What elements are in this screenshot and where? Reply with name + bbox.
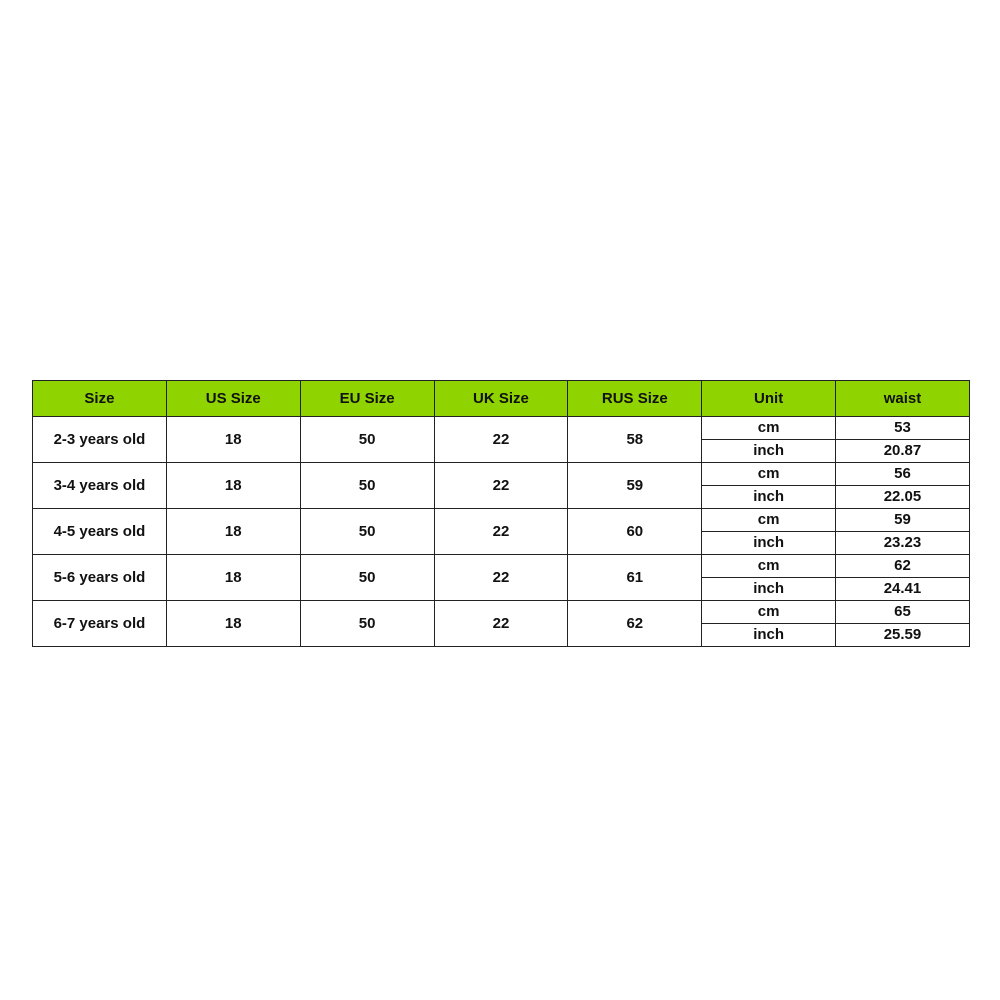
cell-unit: cm xyxy=(702,463,836,486)
cell-unit: cm xyxy=(702,555,836,578)
table-row xyxy=(33,417,970,440)
table-row xyxy=(33,601,970,624)
cell-waist: 24.41 xyxy=(836,578,970,601)
cell-eu-size: 50 xyxy=(300,555,434,601)
cell-waist: 23.23 xyxy=(836,532,970,555)
table-row xyxy=(33,509,970,532)
cell-eu-size: 50 xyxy=(300,601,434,647)
header-unit: Unit xyxy=(702,381,836,417)
header-eu-size: EU Size xyxy=(300,381,434,417)
cell-us-size: 18 xyxy=(166,601,300,647)
cell-unit: inch xyxy=(702,624,836,647)
cell-waist: 22.05 xyxy=(836,486,970,509)
cell-waist: 53 xyxy=(836,417,970,440)
cell-unit: inch xyxy=(702,532,836,555)
header-size: Size xyxy=(33,381,167,417)
cell-unit: cm xyxy=(702,417,836,440)
cell-waist: 65 xyxy=(836,601,970,624)
cell-size: 2-3 years old xyxy=(33,417,167,463)
cell-unit: inch xyxy=(702,440,836,463)
cell-eu-size: 50 xyxy=(300,463,434,509)
cell-us-size: 18 xyxy=(166,463,300,509)
cell-uk-size: 22 xyxy=(434,417,568,463)
table-header-row xyxy=(33,381,970,417)
size-chart-table xyxy=(32,380,970,647)
cell-unit: inch xyxy=(702,486,836,509)
cell-rus-size: 58 xyxy=(568,417,702,463)
cell-uk-size: 22 xyxy=(434,555,568,601)
table-row xyxy=(33,555,970,578)
cell-waist: 56 xyxy=(836,463,970,486)
header-rus-size: RUS Size xyxy=(568,381,702,417)
cell-size: 3-4 years old xyxy=(33,463,167,509)
cell-waist: 59 xyxy=(836,509,970,532)
cell-us-size: 18 xyxy=(166,417,300,463)
cell-rus-size: 61 xyxy=(568,555,702,601)
cell-eu-size: 50 xyxy=(300,509,434,555)
cell-waist: 62 xyxy=(836,555,970,578)
cell-uk-size: 22 xyxy=(434,509,568,555)
cell-us-size: 18 xyxy=(166,509,300,555)
header-us-size: US Size xyxy=(166,381,300,417)
cell-unit: inch xyxy=(702,578,836,601)
header-waist: waist xyxy=(836,381,970,417)
cell-size: 5-6 years old xyxy=(33,555,167,601)
cell-waist: 20.87 xyxy=(836,440,970,463)
cell-rus-size: 59 xyxy=(568,463,702,509)
cell-uk-size: 22 xyxy=(434,601,568,647)
cell-size: 6-7 years old xyxy=(33,601,167,647)
cell-uk-size: 22 xyxy=(434,463,568,509)
cell-waist: 25.59 xyxy=(836,624,970,647)
cell-eu-size: 50 xyxy=(300,417,434,463)
cell-unit: cm xyxy=(702,509,836,532)
table-row xyxy=(33,463,970,486)
header-uk-size: UK Size xyxy=(434,381,568,417)
cell-rus-size: 62 xyxy=(568,601,702,647)
cell-us-size: 18 xyxy=(166,555,300,601)
cell-size: 4-5 years old xyxy=(33,509,167,555)
cell-unit: cm xyxy=(702,601,836,624)
cell-rus-size: 60 xyxy=(568,509,702,555)
